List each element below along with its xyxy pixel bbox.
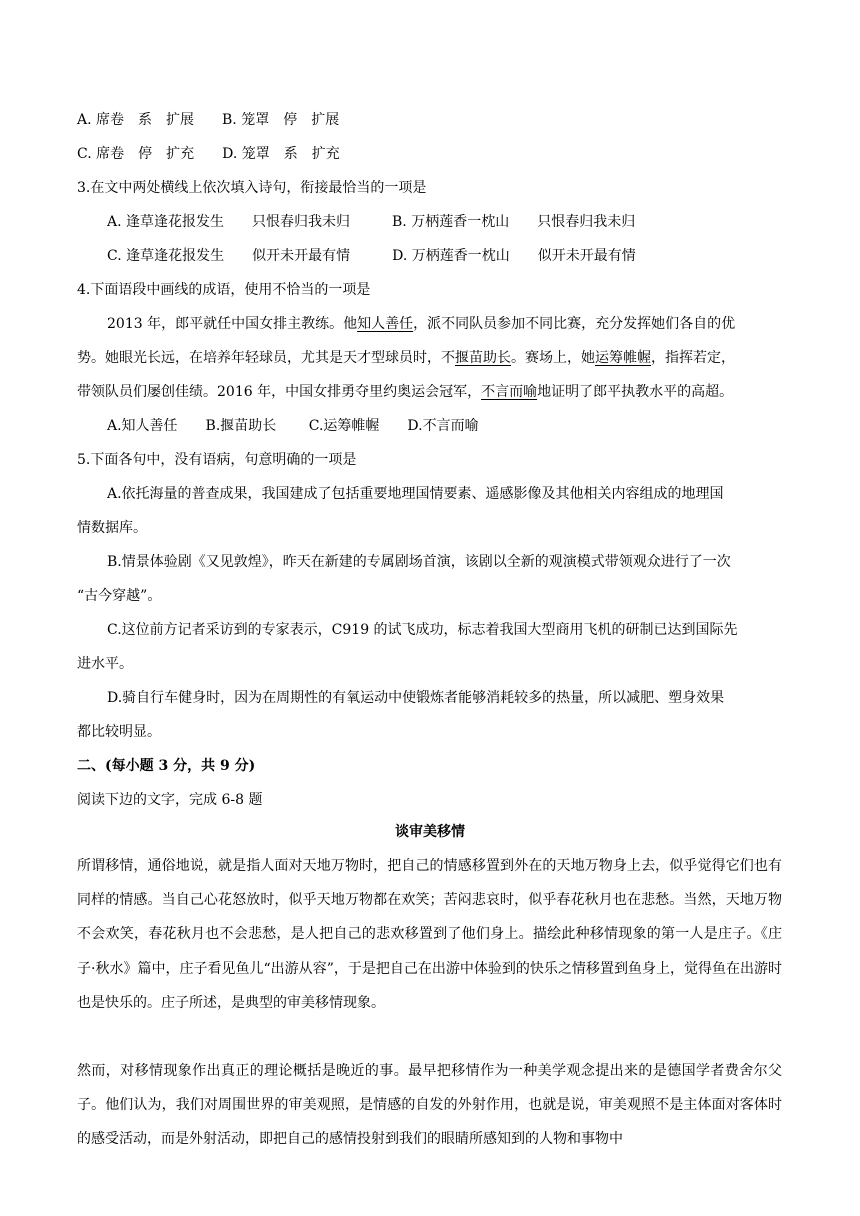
section-heading: 二、(每小题 3 分，共 9 分) [77, 758, 256, 774]
q2-options-row-2: C. 席卷 停 扩充 D. 笼罩 系 扩充 [77, 146, 340, 162]
q5-option-c-line-2: 进水平。 [77, 656, 133, 672]
q3-stem: 3.在文中两处横线上依次填入诗句，衔接最恰当的一项是 [77, 180, 427, 196]
reading-instruction: 阅读下边的文字，完成 6-8 题 [77, 792, 263, 808]
q4-text: ，指挥若定， [651, 350, 735, 366]
underlined-idiom-3: 运筹帷幄 [595, 350, 651, 366]
q4-options: A.知人善任 B.揠苗助长 C.运筹帷幄 D.不言而喻 [107, 418, 479, 434]
underlined-idiom-1: 知人善任 [357, 316, 414, 332]
q5-option-a-line-2: 情数据库。 [77, 520, 147, 536]
q4-passage-line-3 [77, 382, 733, 402]
passage-title: 谈审美移情 [395, 824, 465, 840]
underlined-idiom-2: 揠苗助长 [455, 350, 511, 366]
q4-stem: 4.下面语段中画线的成语，使用不恰当的一项是 [77, 282, 371, 298]
q4-text: 势。她眼光长远，在培养年轻球员，尤其是天才型球员时，不 [77, 350, 455, 366]
q4-text: ，派不同队员参加不同比赛，充分发挥她们各自的优 [413, 316, 736, 332]
q4-passage-line-2 [77, 348, 735, 368]
q4-text: 2013 年，郎平就任中国女排主教练。他 [107, 316, 358, 332]
q4-passage-line-1 [107, 314, 735, 334]
underlined-idiom-4: 不言而喻 [481, 384, 538, 400]
q5-stem: 5.下面各句中，没有语病，句意明确的一项是 [77, 452, 357, 468]
passage-paragraph-1: 所谓移情，通俗地说，就是指人面对天地万物时，把自己的情感移置到外在的天地万物身上去，似乎觉得它们也有同样的情感。当自己心花怒放时，似乎天地万物都在欢笑；苦闷悲哀时，似乎春花秋月也在悲愁。当然，天地万物不会欢笑，春花秋月也不会悲愁，是人把自己的悲欢移置到了他们身上。描绘此种移情现象的第一人是庄子。《庄子·秋水》篇中，庄子看见鱼儿“出游从容”，于是把自己在出游中体验到的快乐之情移置到鱼身上，觉得鱼在出游时也是快乐的。庄子所述，是典型的审美移情现象。 [77, 858, 782, 1011]
q5-option-a-line-1: A.依托海量的普查成果，我国建成了包括重要地理国情要素、遥感影像及其他相关内容组成的地理国 [107, 486, 724, 502]
q3-options-row-2: C. 逢草逢花报发生 似开未开最有情 D. 万柄莲香一枕山 似开未开最有情 [107, 248, 636, 264]
q4-text: 。赛场上，她 [511, 350, 595, 366]
q4-text: 地证明了郎平执教水平的高超。 [537, 384, 734, 400]
q5-option-b-line-2: “古今穿越”。 [77, 588, 162, 604]
passage-paragraph-2: 然而，对移情现象作出真正的理论概括是晚近的事。最早把移情作为一种美学观念提出来的是德国学者费舍尔父子。他们认为，我们对周围世界的审美观照，是情感的自发的外射作用，也就是说，审美观照不是主体面对客体时的感受活动，而是外射活动，即把自己的感情投射到我们的眼睛所感知到的人物和事物中 [77, 1063, 782, 1148]
q5-option-b-line-1: B.情景体验剧《又见敦煌》，昨天在新建的专属剧场首演，该剧以全新的观演模式带领观众进行了一次 [107, 554, 731, 570]
q2-options-row-1: A. 席卷 系 扩展 B. 笼罩 停 扩展 [77, 112, 340, 128]
q4-text: 带领队员们屡创佳绩。2016 年，中国女排勇夺里约奥运会冠军， [77, 384, 482, 400]
q5-option-d-line-1: D.骑自行车健身时，因为在周期性的有氧运动中使锻炼者能够消耗较多的热量，所以减肥、塑身效果 [107, 690, 725, 706]
q5-option-d-line-2: 都比较明显。 [77, 724, 161, 740]
q3-options-row-1: A. 逢草逢花报发生 只恨春归我未归 B. 万柄莲香一枕山 只恨春归我未归 [107, 214, 636, 230]
q5-option-c-line-1: C.这位前方记者采访到的专家表示，C919 的试飞成功，标志着我国大型商用飞机的研制已达到国际先 [107, 622, 738, 638]
